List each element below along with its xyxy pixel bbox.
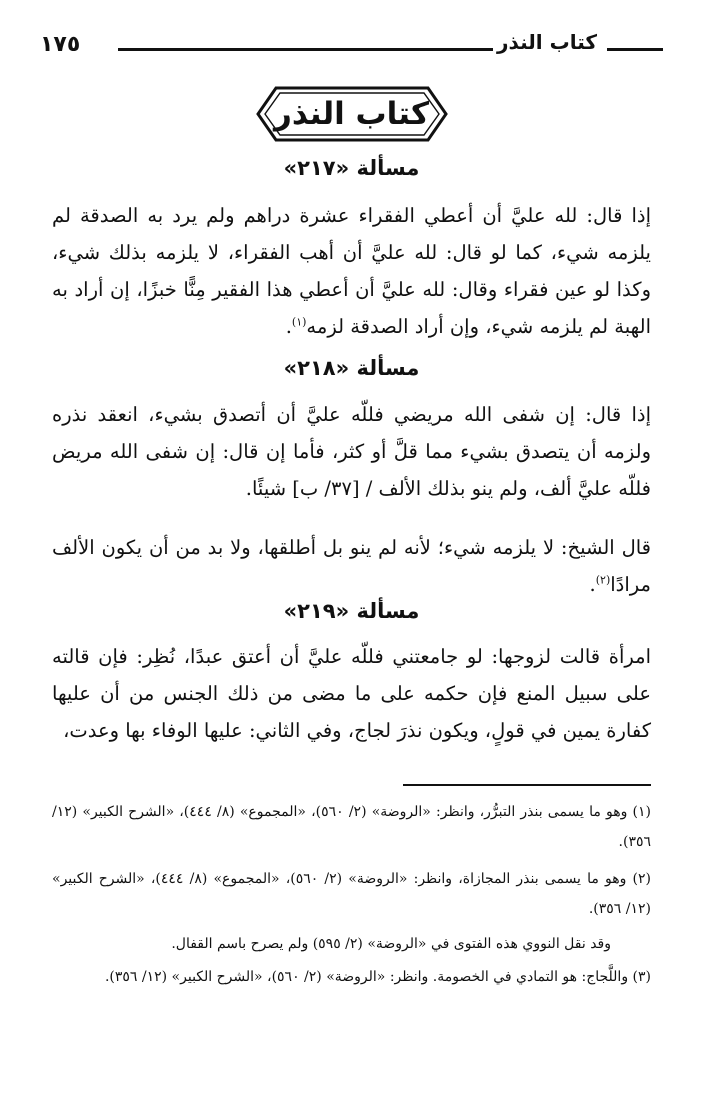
section-heading: مسألة «٢١٧» bbox=[283, 156, 420, 180]
paragraph-text: إذا قال: لله عليَّ أن أعطي الفقراء عشرة دراهم ولم يرد به الصدقة لم يلزمه شيء، كما لو قال: لله عليَّ أن أهب الفقراء، لا يلزمه بذلك شيء، وكذا لو عين فقراء وقال: لله عليَّ أن أعطي هذا الفقير مِنًّا خبزًا، إن أراد به الهبة لم يلزمه شيء، وإن أراد الصدقة لزمه bbox=[52, 204, 651, 338]
paragraph-text: قال الشيخ: لا يلزمه شيء؛ لأنه لم ينو بل أطلقها، ولا بد من أن يكون الألف مرادًا bbox=[52, 536, 651, 596]
section-heading: مسألة «٢١٩» bbox=[283, 599, 420, 623]
footnote-mark: (١) bbox=[291, 315, 307, 329]
page-header bbox=[40, 28, 663, 68]
header-rule-short bbox=[607, 48, 663, 51]
header-rule bbox=[118, 48, 493, 51]
book-title-badge bbox=[254, 84, 450, 144]
running-title: كتاب النذر bbox=[497, 30, 597, 54]
footnote-note: وقد نقل النووي هذه الفتوى في «الروضة» (٢/ ٥٩٥) ولم يصرح باسم القفال. bbox=[171, 936, 611, 952]
footnote-mark: (٢) bbox=[595, 573, 611, 587]
footnote: (١) وهو ما يسمى بنذر التبرُّر، وانظر: «الروضة» (٢/ ٥٦٠)، «المجموع» (٨/ ٤٤٤)، «الشرح الكبير» (١٢/ ٣٥٦). bbox=[52, 804, 652, 850]
section-heading: مسألة «٢١٨» bbox=[283, 356, 420, 380]
book-title: كتاب النذر bbox=[274, 96, 429, 132]
footnote: (٢) وهو ما يسمى بنذر المجازاة، وانظر: «الروضة» (٢/ ٥٦٠)، «المجموع» (٨/ ٤٤٤)، «الشرح الكبير» (١٢/ ٣٥٦). bbox=[52, 871, 651, 917]
section-paragraph: إذا قال: إن شفى الله مريضي فللّه عليَّ أن أتصدق بشيء، انعقد نذره ولزمه أن يتصدق بشيء مما قلَّ أو كثر، فأما إن قال: إن شفى الله مريض فللّه عليَّ ألف، ولم ينو بذلك الألف / [٣٧/ ب] شيئًا. bbox=[52, 403, 651, 500]
footnote-separator bbox=[403, 784, 651, 786]
page-number: ١٧٥ bbox=[40, 32, 81, 57]
paragraph-text: امرأة قالت لزوجها: لو جامعتني فللّه عليَّ أن أعتق عبدًا، نُظِر: فإن قالته على سبيل المنع فإن حكمه على ما مضى من ذلك الجنس من أن عليها كفارة يمين في قولٍ، ويكون نذرَ لجاج، وفي الثاني: عليها الوفاء بها وعدت، bbox=[52, 645, 651, 742]
book-title-frame bbox=[0, 84, 703, 148]
section-paragraph bbox=[52, 638, 651, 749]
footnote: (٣) واللَّجاج: هو التمادي في الخصومة. وانظر: «الروضة» (٢/ ٥٦٠)، «الشرح الكبير» (١٢/ ٣٥٦). bbox=[104, 969, 651, 985]
section-paragraph: إذا قال: لله عليَّ أن أعطي الفقراء عشرة دراهم ولم يرد به الصدقة لم يلزمه شيء، كما لو قال: لله عليَّ أن أهب الفقراء، لا يلزمه بذلك شيء، وكذا لو عين فقراء وقال: لله عليَّ أن أعطي هذا الفقير مِنًّا خبزًا، إن أراد به الهبة لم يلزمه شيء، وإن أراد الصدقة لزمه$^{(١)}$. bbox=[52, 204, 651, 338]
section-paragraph: قال الشيخ: لا يلزمه شيء؛ لأنه لم ينو بل أطلقها، ولا بد من أن يكون الألف مرادًا$^{(٢)}$. bbox=[52, 536, 651, 596]
